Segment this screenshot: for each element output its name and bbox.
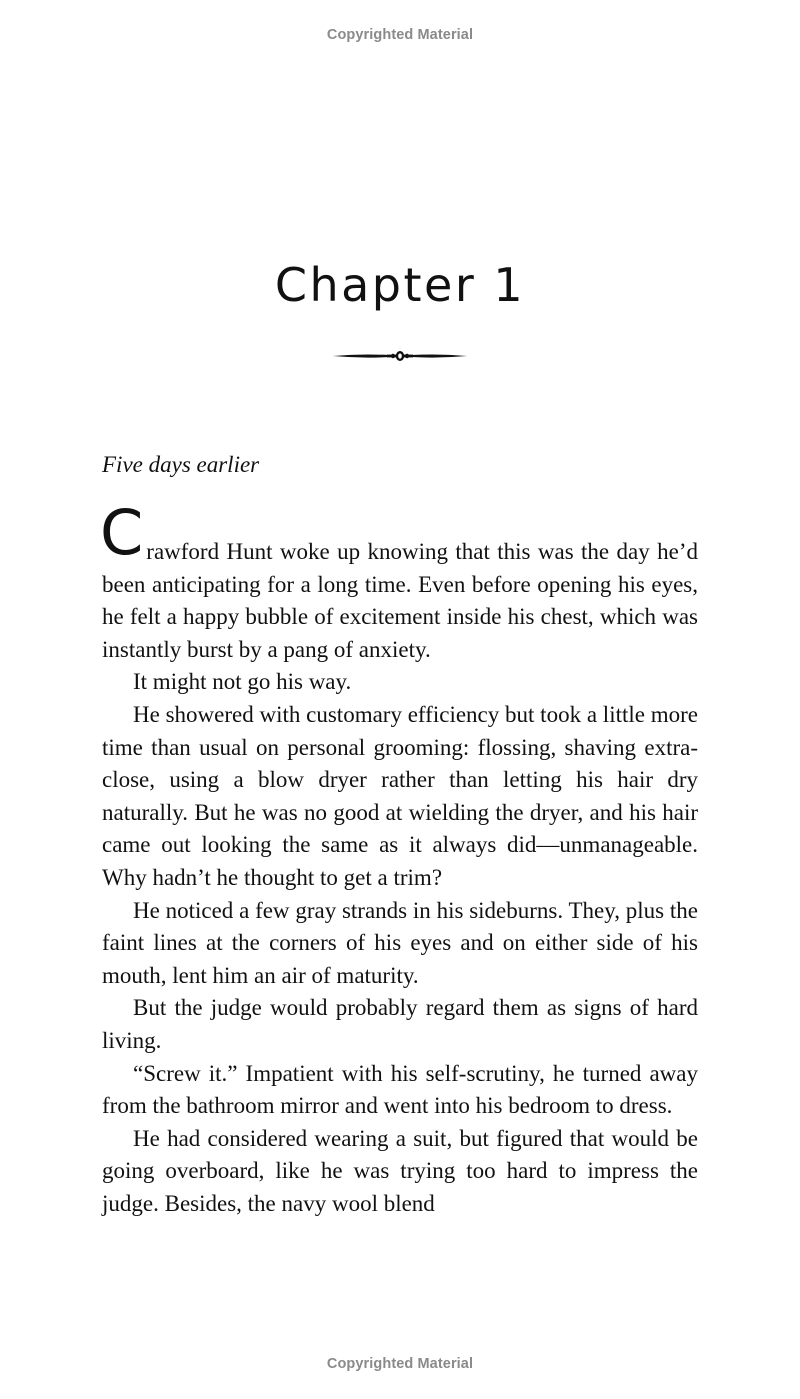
ornament-divider-icon xyxy=(331,347,469,365)
paragraph: But the judge would probably regard them as signs of hard living. xyxy=(102,995,698,1053)
watermark-top: Copyrighted Material xyxy=(326,27,474,43)
chapter-title: Chapter 1 xyxy=(274,258,526,312)
paragraph: It might not go his way. xyxy=(133,669,352,695)
paragraph: “Screw it.” Impatient with his self-scrutiny, he turned away from the bathroom mirror and went into his bedroom to dress. xyxy=(102,1060,698,1119)
first-paragraph xyxy=(100,496,698,666)
paragraph: He showered with customary efficiency but took a little more time than usual on personal grooming: flossing, shaving extra-close, using a blow dryer rather than letting his hair dry naturally. But he was no good at wielding the dryer, and his hair came out looking the same as it always did—unmanageable. Why hadn’t he thought to get a trim? xyxy=(102,701,698,890)
drop-cap: C xyxy=(100,496,144,569)
watermark-bottom: Copyrighted Material xyxy=(326,1356,474,1372)
first-paragraph-text: rawford Hunt woke up knowing that this was the day he’d been anticipating for a long time. Even before opening his eyes, he felt a happy bubble of excitement inside his chest, which was instantly burst by a pang of anxiety. xyxy=(102,539,698,662)
chapter-body xyxy=(100,496,698,1220)
paragraph: He noticed a few gray strands in his sideburns. They, plus the faint lines at the corners of his eyes and on either side of his mouth, lent him an air of maturity. xyxy=(102,897,698,988)
paragraph: He had considered wearing a suit, but figured that would be going overboard, like he was trying too hard to impress the judge. Besides, the navy wool blend xyxy=(102,1125,698,1216)
chapter-subtitle: Five days earlier xyxy=(102,452,260,477)
